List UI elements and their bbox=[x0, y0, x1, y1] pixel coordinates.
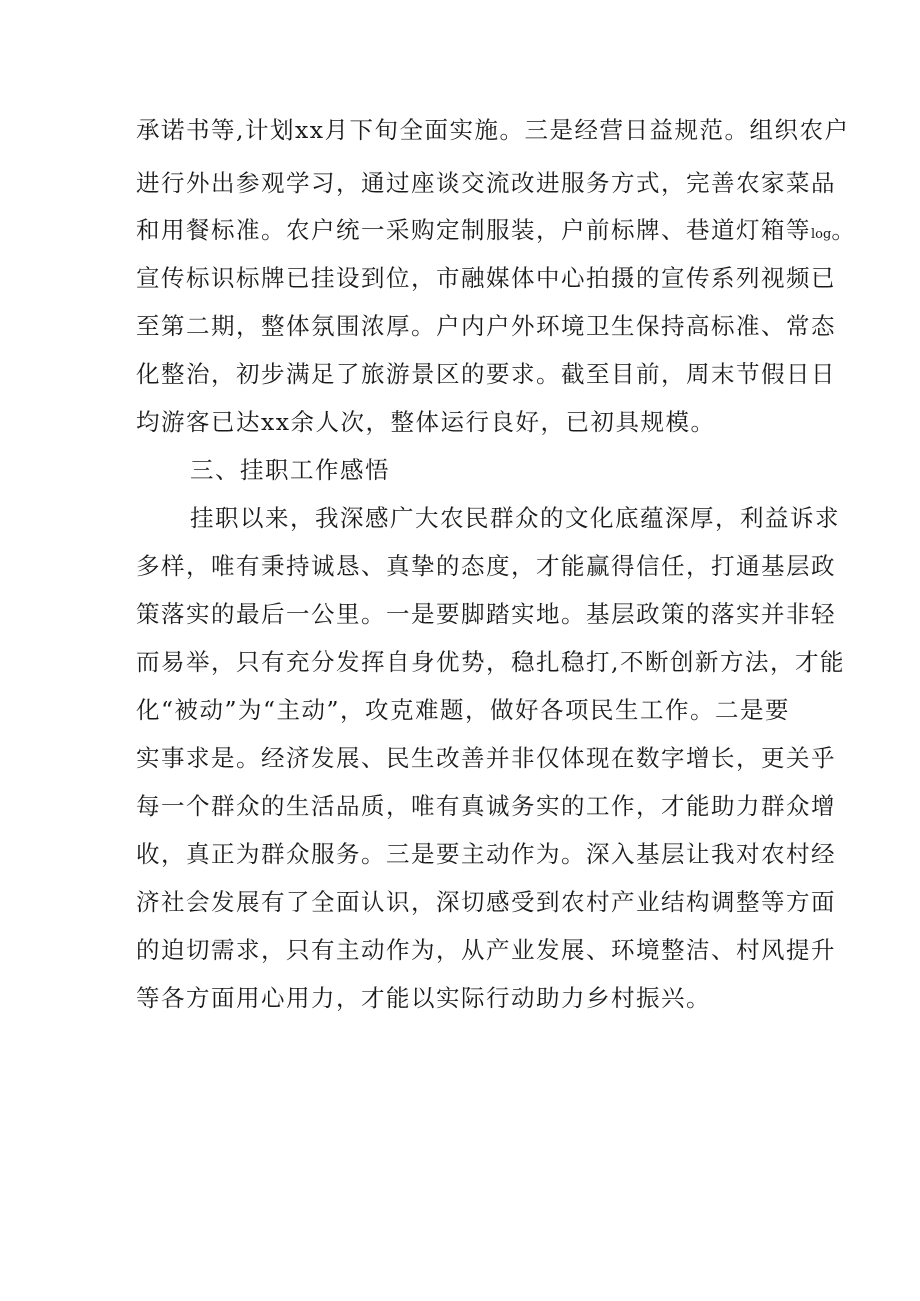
body-line: 化“被动”为“主动”，攻克难题，做好各项民生工作。二是要 bbox=[136, 696, 791, 724]
body-line: 进行外出参观学习，通过座谈交流改进服务方式，完善农家菜品 bbox=[136, 169, 836, 197]
body-line: 宣传标识标牌已挂设到位，市融媒体中心拍摄的宣传系列视频已 bbox=[136, 264, 836, 292]
body-line: 济社会发展有了全面认识，深切感受到农村产业结构调整等方面 bbox=[136, 888, 836, 916]
log-text: log bbox=[811, 227, 832, 242]
body-line: 而易举，只有充分发挥自身优势，稳扎稳打,不断创新方法，才能 bbox=[136, 648, 845, 676]
body-line: 的迫切需求，只有主动作为，从产业发展、环境整洁、村风提升 bbox=[136, 936, 836, 964]
body-line: 化整治，初步满足了旅游景区的要求。截至目前，周末节假日日 bbox=[136, 360, 836, 388]
body-line-text: 和用餐标准。农户统一采购定制服装，户前标牌、巷道灯箱等 bbox=[136, 216, 811, 244]
body-line: 等各方面用心用力，才能以实际行动助力乡村振兴。 bbox=[136, 984, 711, 1012]
section-heading: 三、挂职工作感悟 bbox=[190, 456, 390, 484]
body-line: 承诺书等,计划xx月下旬全面实施。三是经营日益规范。组织农户 bbox=[136, 116, 850, 144]
body-line: 收，真正为群众服务。三是要主动作为。深入基层让我对农村经 bbox=[136, 840, 836, 868]
body-line-end: 。 bbox=[831, 216, 857, 244]
body-line: 每一个群众的生活品质，唯有真诚务实的工作，才能助力群众增 bbox=[136, 792, 836, 820]
body-line: 策落实的最后一公里。一是要脚踏实地。基层政策的落实并非轻 bbox=[136, 600, 836, 628]
body-line: 均游客已达xx余人次，整体运行良好，已初具规模。 bbox=[136, 408, 716, 436]
body-line: 挂职以来，我深感广大农民群众的文化底蕴深厚，利益诉求 bbox=[190, 504, 840, 532]
body-line: 实事求是。经济发展、民生改善并非仅体现在数字增长，更关乎 bbox=[136, 744, 836, 772]
body-line bbox=[136, 213, 856, 247]
body-line: 多样，唯有秉持诚恳、真挚的态度，才能赢得信任，打通基层政 bbox=[136, 552, 836, 580]
body-line: 至第二期，整体氛围浓厚。户内户外环境卫生保持高标准、常态 bbox=[136, 312, 836, 340]
